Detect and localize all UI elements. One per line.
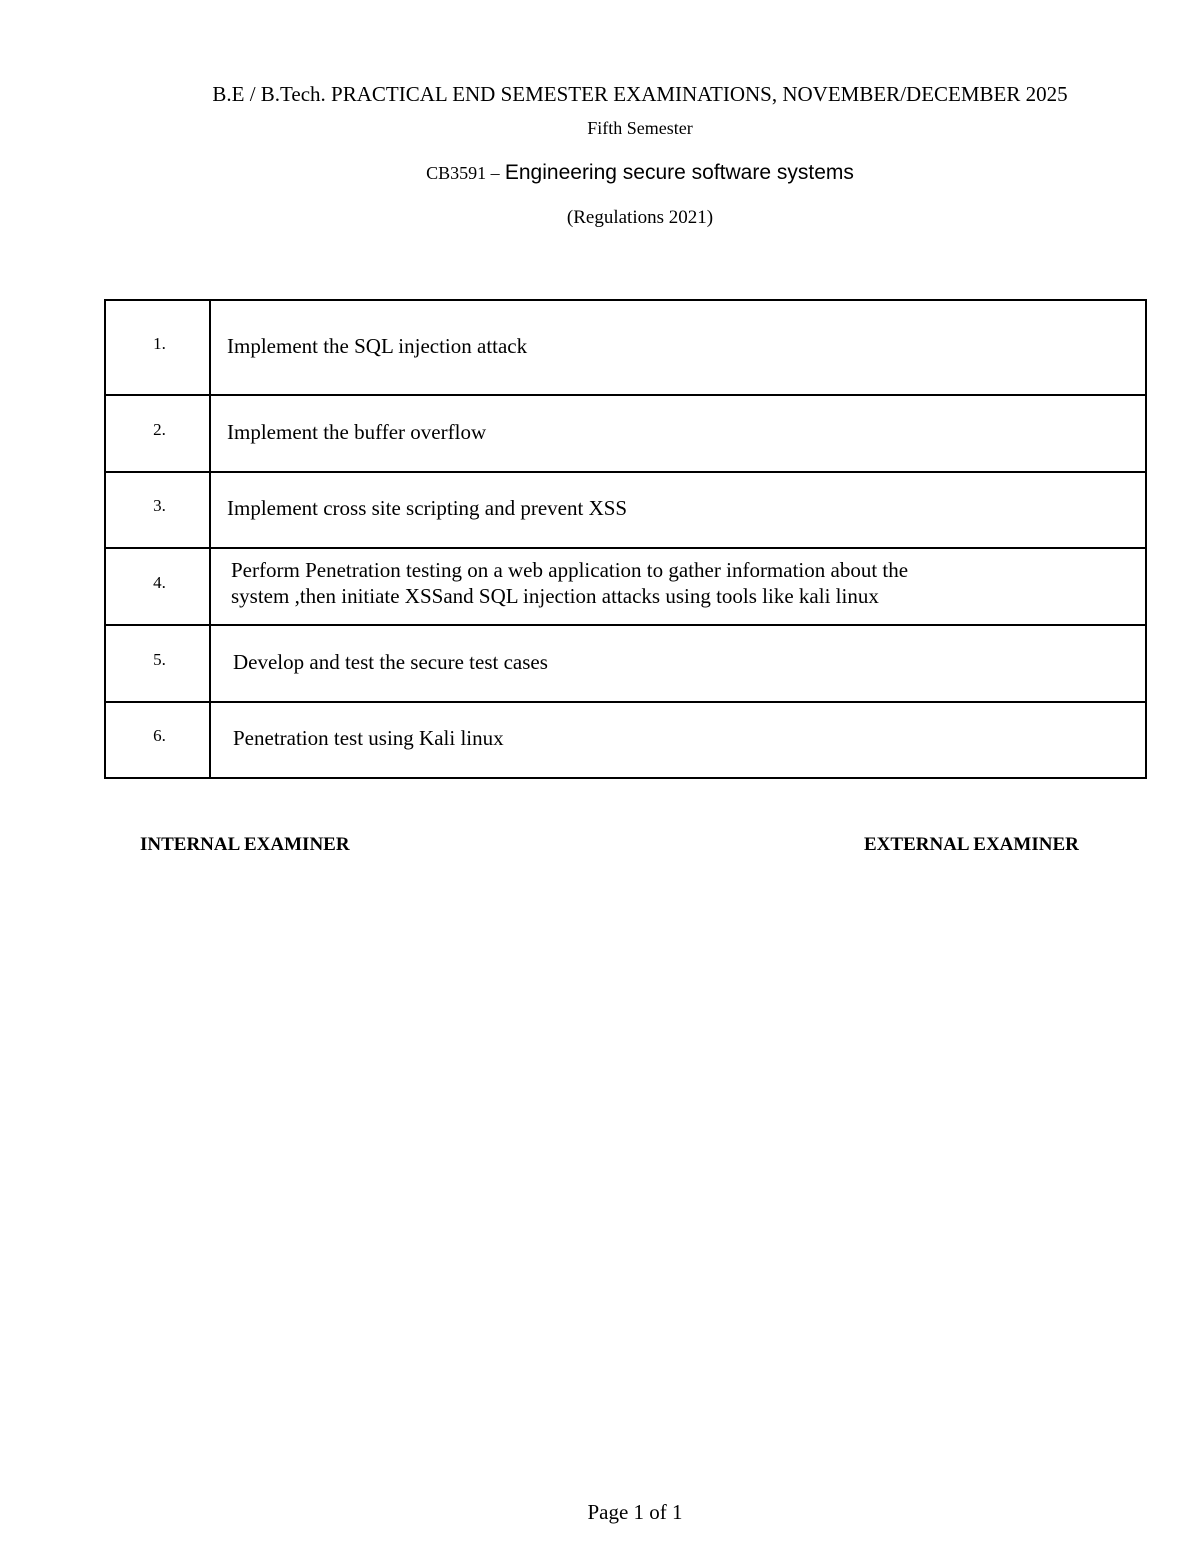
table-row: [105, 548, 1146, 625]
question-text-line: Perform Penetration testing on a web application to gather information about the: [231, 557, 909, 582]
semester-label: Fifth Semester: [587, 118, 693, 138]
table-row: [105, 395, 1146, 472]
question-text: Penetration test using Kali linux: [210, 702, 1146, 778]
question-text: [210, 548, 1146, 625]
internal-examiner-label: INTERNAL EXAMINER: [140, 834, 350, 855]
table-row: [105, 472, 1146, 548]
question-number: 1.: [105, 300, 210, 395]
question-text: Implement the SQL injection attack: [210, 300, 1146, 395]
question-number: 2.: [105, 395, 210, 472]
page-number: Page 1 of 1: [587, 1500, 683, 1524]
course-name: Engineering secure software systems: [504, 161, 854, 184]
question-number: 3.: [105, 472, 210, 548]
question-text: Implement cross site scripting and prevent XSS: [210, 472, 1146, 548]
table-row: [105, 300, 1146, 395]
regulations-label: (Regulations 2021): [566, 207, 714, 228]
course-code: CB3591 –: [426, 163, 500, 183]
course-title: [40, 160, 1200, 185]
external-examiner-label: EXTERNAL EXAMINER: [864, 834, 1079, 855]
question-number: 4.: [105, 548, 210, 625]
question-text: Develop and test the secure test cases: [210, 625, 1146, 702]
question-number: 6.: [105, 702, 210, 778]
questions-table: [104, 299, 1147, 779]
question-number: 5.: [105, 625, 210, 702]
table-row: [105, 702, 1146, 778]
question-text: Implement the buffer overflow: [210, 395, 1146, 472]
table-row: [105, 625, 1146, 702]
question-text-line: system ,then initiate XSSand SQL injection attacks using tools like kali linux: [231, 583, 879, 608]
exam-title: B.E / B.Tech. PRACTICAL END SEMESTER EXAMINATIONS, NOVEMBER/DECEMBER 2025: [212, 82, 1068, 106]
